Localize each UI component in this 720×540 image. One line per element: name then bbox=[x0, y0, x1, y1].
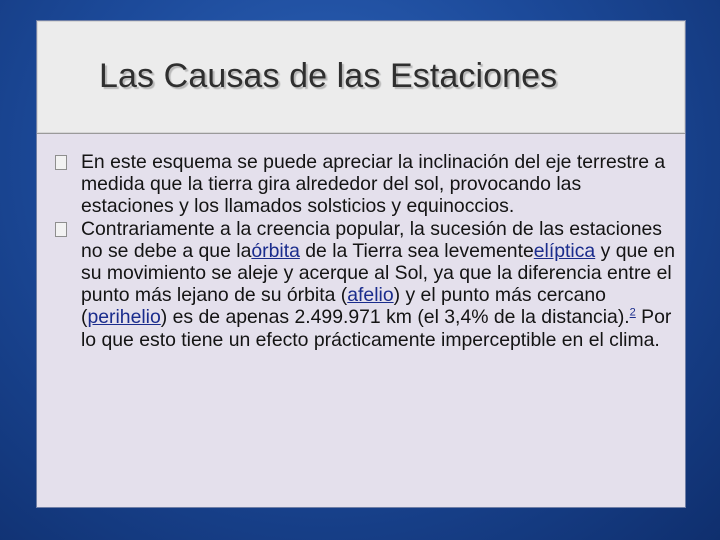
square-bullet-icon bbox=[55, 222, 67, 237]
bullet-text-part: de la Tierra sea levemente bbox=[299, 239, 534, 262]
bullet-text-part: ) es de apenas 2.499.971 km (el 3,4% de la distancia). bbox=[160, 306, 630, 329]
title-box bbox=[37, 21, 685, 134]
perihelio-link[interactable]: perihelio bbox=[87, 306, 161, 329]
slide-title: Las Causas de las Estaciones bbox=[99, 57, 558, 95]
square-bullet-icon bbox=[55, 155, 67, 170]
reference-link[interactable]: 2 bbox=[629, 306, 636, 319]
bullet-text-part: y que en su movimiento se aleje y acerque al Sol, ya que la diferencia entre el punto más lejano de su órbita ( bbox=[81, 239, 675, 307]
bullet-text-part: Por lo que esto tiene un efecto prácticamente imperceptible en el clima. bbox=[81, 306, 672, 351]
bullet-item-1 bbox=[49, 151, 679, 218]
bullet-item-2 bbox=[49, 218, 679, 351]
bullet-text-part: Contrariamente a la creencia popular, la sucesión de las estaciones no se debe a que la bbox=[81, 217, 662, 262]
bullet-list bbox=[49, 151, 679, 351]
eliptica-link[interactable]: elíptica bbox=[533, 239, 596, 262]
bullet-text: En este esquema se puede apreciar la inclinación del eje terrestre a medida que la tierra gira alrededor del sol, provocando las estaciones y los llamados solsticios y equinoccios. bbox=[81, 151, 666, 218]
bullet-text-part: ) y el punto más cercano ( bbox=[81, 284, 606, 329]
orbita-link[interactable]: órbita bbox=[251, 239, 300, 262]
slide-content-panel bbox=[36, 20, 686, 508]
afelio-link[interactable]: afelio bbox=[347, 284, 394, 307]
